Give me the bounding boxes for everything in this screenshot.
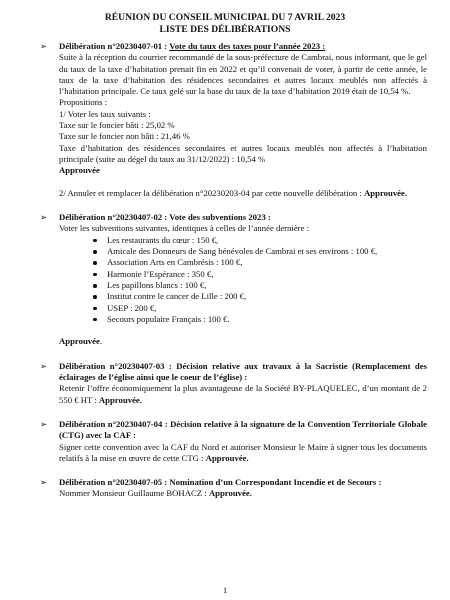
subsidy-item: Les papillons blancs : 100 €, (107, 280, 427, 291)
approval-status: Approuvée (59, 336, 100, 347)
subsidy-item: Association Arts en Cambrésis : 100 €, (107, 257, 427, 268)
deliberation-title: Décision relative à la signature de la Convention Territoriale Globale (CTG) avec la CAF : (59, 418, 428, 441)
deliberation-heading (59, 41, 427, 52)
arrow-bullet-icon: ➢ (40, 418, 48, 429)
document-title: RÉUNION DU CONSEIL MUNICIPAL DU 7 AVRIL 2023 (104, 12, 346, 23)
deliberation-title: Vote du taux des taxes pour l’année 2023 : (169, 41, 326, 51)
document-header (0, 12, 450, 36)
tax-line: Taxe sur le foncier non bâti : 21,46 % (59, 131, 190, 142)
subsidy-item: Les restaurants du cœur : 150 €, (107, 235, 427, 246)
subsidy-item: Institut contre le cancer de Lille : 200 €, (107, 291, 427, 302)
deliberation-text (59, 383, 427, 406)
arrow-bullet-icon: ➢ (40, 41, 48, 51)
deliberation-text (59, 442, 427, 465)
approval-suffix: . (99, 336, 103, 347)
deliberation-list (40, 41, 427, 500)
deliberation-01 (40, 41, 427, 199)
subsidy-list (59, 235, 427, 325)
approval-status: Approuvée (59, 165, 100, 176)
deliberation-text (59, 488, 427, 499)
subsidy-item: Harmonie l’Espérance : 350 €, (107, 269, 427, 280)
subsidy-item: Amicale des Donneurs de Sang bénévoles de Cambrai et ses environs : 100 €, (107, 246, 427, 257)
deliberation-title: Vote des subventions 2023 : (169, 212, 271, 223)
deliberation-number: Délibération n°20230407-05 : (59, 477, 168, 488)
proposition-2 (59, 188, 427, 199)
deliberation-04 (40, 419, 427, 464)
deliberation-title: Décision relative aux travaux à la Sacristie (Remplacement des éclairages de l’église ainsi que le coeur de l’église) : (59, 360, 427, 383)
spacer (59, 177, 427, 188)
tax-line: Taxe d’habitation des résidences secondaires et autres locaux meublés non affectés à l’habitation principale (suite au dégel du taux au 31/12/2022) : 10,54 % (59, 142, 427, 164)
deliberation-heading (59, 361, 427, 384)
approval-status: Approuvée. (364, 187, 408, 198)
spacer (59, 325, 427, 336)
arrow-bullet-icon: ➢ (40, 477, 48, 488)
deliberation-body: Signer cette convention avec la CAF du Nord et autoriser Monsieur le Maire à signer tous les documents relatifs à la mise en œuvre de cette CTG : (59, 441, 427, 463)
tax-line: Taxe sur le foncier bâti : 25,02 % (59, 120, 175, 131)
deliberation-number: Délibération n°20230407-01 : (59, 41, 168, 51)
deliberation-05 (40, 477, 427, 500)
deliberation-number: Délibération n°20230407-04 : (59, 418, 168, 429)
deliberation-body: Nommer Monsieur Guillaume BOHACZ : (59, 488, 209, 499)
arrow-bullet-icon: ➢ (40, 212, 48, 223)
deliberation-heading (59, 212, 427, 223)
deliberation-heading (59, 477, 427, 488)
deliberation-number: Délibération n°20230407-02 : (59, 212, 168, 223)
deliberation-heading (59, 419, 427, 442)
deliberation-intro: Suite à la réception du courrier recommandé de la sous-préfecture de Cambrai, nous informant, que le gel du taux de la taxe d’habitation prenait fin en 2022 et qu’il convenait de voter, à partir de cette année, le taux de la taxe d’habitation des résidences secondaires et autres locaux meublés non affectés à l’habitation principale. Ce taux gelé sur la base du taux de la taxe d’habitation 2019 était de 10,54 %. (59, 52, 427, 97)
document-subtitle: LISTE DES DÉLIBÉRATIONS (159, 24, 291, 35)
deliberation-body: Retenir l’offre économiquement la plus avantageuse de la Société BY-PLAQUELEC, d’un montant de 2 550 € HT : (59, 383, 427, 405)
approval-status: Approuvée. (205, 452, 249, 463)
arrow-bullet-icon: ➢ (40, 360, 48, 371)
proposition-2-text: 2/ Annuler et remplacer la délibération n°20230203-04 par cette nouvelle délibération : (59, 187, 365, 198)
approval-status: Approuvée. (98, 394, 142, 405)
subsidy-item: Secours populaire Français : 100 €. (107, 314, 427, 325)
deliberation-02 (40, 212, 427, 348)
deliberation-03 (40, 361, 427, 406)
deliberation-number: Délibération n°20230407-03 : (59, 360, 172, 371)
deliberation-intro: Voter les subventions suivantes, identiques à celles de l’année dernière : (59, 223, 310, 234)
page-number: 1 (222, 585, 228, 595)
approval-line (59, 336, 427, 347)
approval-status: Approuvée. (208, 488, 252, 499)
propositions-label: Propositions : (59, 97, 108, 108)
subsidy-item: USEP : 200 €, (107, 303, 427, 314)
deliberation-title: Nomination d’un Correspondant Incendie et de Secours : (169, 477, 382, 488)
proposition-1-label: 1/ Voter les taux suivants : (59, 108, 151, 119)
